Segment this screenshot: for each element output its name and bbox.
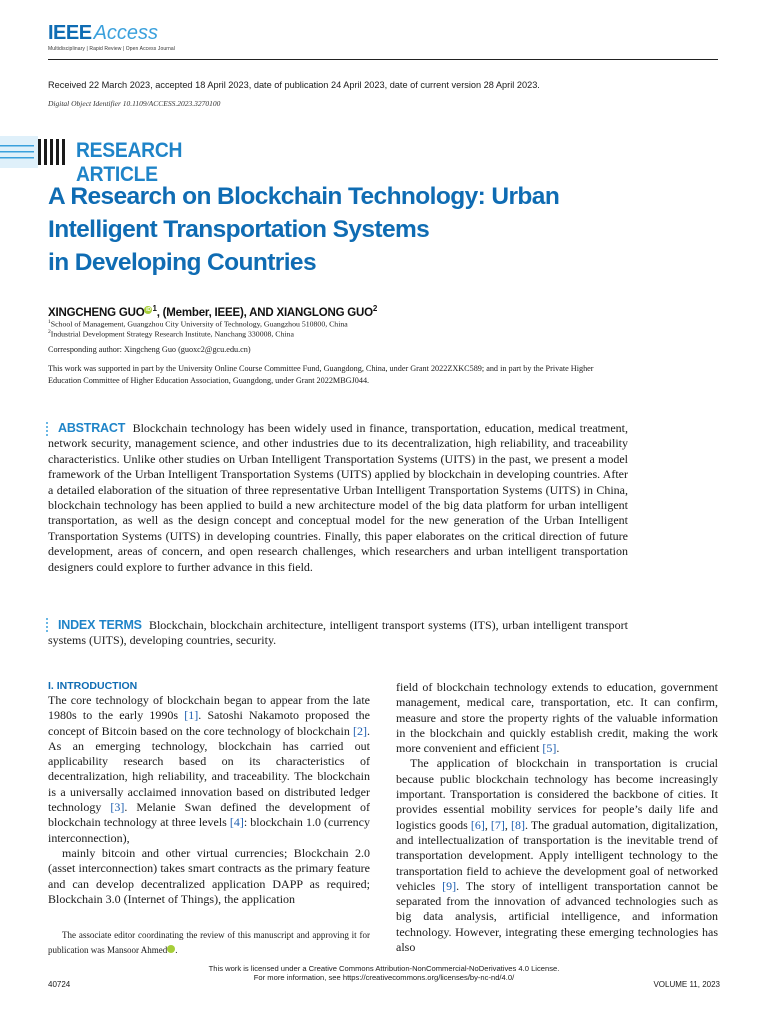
header-rule [48,59,718,60]
orcid-icon[interactable]: iD [146,307,151,313]
index-terms [48,618,628,649]
section-heading-introduction: I. INTRODUCTION [48,680,138,692]
text-run: field of blockchain technology extends to education, government management, medical care, transportation, etc. It can confirm, measure and store the property rights of the valuable information in the blockchain and quickly establish credit, making the work more convenient and efficient [396,680,718,756]
banner-stripes-icon [0,136,70,168]
author-line [48,304,377,319]
intro-paragraph-2: mainly bitcoin and other virtual currencies; Blockchain 2.0 (asset interconnection) takes smart contracts as the primary feature and can develop decentralized application DAPP as required; Blockchain 3.0 (Internet of Things), the application [48,845,370,906]
banner-label: RESEARCH ARTICLE [76,139,183,186]
affiliation-2-text: Industrial Development Strategy Research Institute, Nanchang 330008, China [50,329,294,339]
citation-link[interactable]: [2] [353,723,367,738]
volume-label: VOLUME 11, 2023 [653,980,720,989]
text-run: : blockchain 1.0 (currency interconnection), [48,815,370,845]
citation-link[interactable]: [4] [229,815,244,830]
affiliation-1-mark: 1 [48,319,51,325]
abstract [48,421,628,575]
citation-link[interactable]: [3] [110,800,125,815]
license-url[interactable]: For more information, see https://creativecommons.org/licenses/by-nc-nd/4.0/ [253,973,515,982]
corresponding-author: Corresponding author: Xingcheng Guo (guoxc2@gcu.edu.cn) [48,345,251,354]
logo-tagline: Multidisciplinary | Rapid Review | Open Access Journal [48,46,175,52]
author-1-name: XINGCHENG GUO [48,306,145,319]
text-run: The core technology of blockchain began to appear from the late 1980s to the early 1990s [48,693,370,723]
abstract-heading: ABSTRACT [58,421,126,435]
text-run: The application of blockchain in transportation is crucial because public blockchain technology has become increasingly important. Transportation is considered the backbone of cities. It provides essential mobility services for people’s daily life and logistics goods [396,756,718,832]
journal-logo [48,22,175,52]
text-run: . The story of intelligent transportation cannot be separated from the innovation of advanced technologies such as big data analysis, artificial intelligence, and information technology. However, integrating these emerging technologies has also [396,878,718,955]
license-notice: This work is licensed under a Creative Commons Attribution-NonCommercial-NoDerivatives 4.0 License. [208,964,560,973]
text-run: . The gradual automation, digitalization, and intellectualization of transportation is the inevitable trend of transportation development. Apply intelligent technology to the transportation field to achieve the development goal of networked vehicles [396,817,719,893]
intro-paragraph-4: The application of blockchain in transportation is crucial because public blockchain technology has become increasingly important. Transportation is considered the backbone of cities. It provides essential mobility services for people’s daily life and logistics goods [6], [7], [8]. The gradual automation, digitalization, and intellectualization of transportation is the inevitable trend of transportation development. Apply intelligent technology to the transportation field to achieve the development goal of networked vehicles [9]. The story of intelligent transportation cannot be separated from the innovation of advanced technologies such as big data analysis, artificial intelligence, and information technology. However, integrating these emerging technologies has also [396,756,719,955]
paper-title [48,180,688,279]
text-run: . As an emerging technology, blockchain has carried out applicability research based on its characteristics of decentralization, high reliability, and traceability. The blockchain is a universally acclaimed innovation based on distributed ledger technology [48,723,370,815]
title-line-2: Intelligent Transportation Systems [48,216,430,243]
index-terms-text: Blockchain, blockchain architecture, intelligent transport systems (ITS), urban intelligent transport systems (UITS), developing countries, security. [48,618,629,648]
affiliation-1-text: School of Management, Guangzhou City University of Technology, Guangzhou 510800, China [50,319,348,329]
citation-link[interactable]: [8] [510,817,525,832]
editor-orcid-icon[interactable]: iD [167,945,175,953]
logo-access: Access [93,22,159,44]
text-run: . Satoshi Nakamoto proposed the concept of Bitcoin based on the core technology of blockchain [48,708,370,738]
citation-link[interactable]: [5] [542,741,557,756]
footnote-text: The associate editor coordinating the review of this manuscript and approving it for publication was Mansoor Ahmed [48,930,370,955]
received-dates: Received 22 March 2023, accepted 18 April 2023, date of publication 24 April 2023, date of current version 28 April 2023. [48,80,540,90]
citation-link[interactable]: [7] [490,817,505,832]
author-1-affil-mark: 1 [152,304,157,313]
text-run: . [556,741,560,756]
text-run: . Melanie Swan defined the development of blockchain technology at three levels [48,800,370,830]
intro-paragraph-3 [396,680,718,756]
logo-ieee: IEEE [48,22,92,44]
citation-link[interactable]: [9] [442,878,457,893]
affiliation-1 [48,319,348,329]
body-column-right [396,680,718,955]
author-2-text: , (Member, IEEE), AND XIANGLONG GUO [156,306,373,319]
funding-statement: This work was supported in part by the University Online Course Committee Fund, Guangdong, China, under Grant 2022ZXKC589; and in part by the Private Higher Education Committee of Higher Education Association, Guangdong, under Grant 2022MBGJ044. [48,364,594,385]
doi-link[interactable]: Digital Object Identifier 10.1109/ACCESS.2023.3270100 [48,99,221,108]
intro-paragraph-1 [48,693,370,846]
editor-footnote: The associate editor coordinating the review of this manuscript and approving it for publication was Mansoor Ahmed iD. [48,930,370,955]
page-number: 40724 [48,980,71,989]
article-type-banner [0,136,270,186]
citation-link[interactable]: [1] [184,708,199,723]
index-terms-heading: INDEX TERMS [58,618,142,632]
abstract-text: Blockchain technology has been widely used in finance, transportation, education, medical treatment, network security, management science, and other industries due to its decentralization, high reliability, and traceability characteristics. Unlike other studies on Urban Intelligent Transportation Systems (UITS) in the past, we present a model framework of the Urban Intelligent Transportation Systems (UITS) applied by blockchain in developing countries. After a detailed elaboration of the situation of three representative Urban Intelligent Transportation Systems (UITS) in China, blockchain technology has been applied to build a new architecture model of the big data platform for urban intelligent transportation, as well as the design concept and conceptual model for the new generation of the Urban Intelligent Transportation Systems (UITS) in developing countries. Finally, this paper elaborates on the critical direction of future development, areas of concern, and open research challenges, which researchers and urban intelligent transportation designers could explore to further advance in this field. [48,421,628,574]
body-column-left [48,680,370,907]
author-2-affil-mark: 2 [372,304,378,313]
title-line-3: in Developing Countries [48,249,316,276]
affiliation-2-mark: 2 [48,329,51,335]
title-line-1: A Research on Blockchain Technology: Urban [48,183,560,210]
affiliation-2 [48,329,294,339]
citation-link[interactable]: [6] [470,817,485,832]
